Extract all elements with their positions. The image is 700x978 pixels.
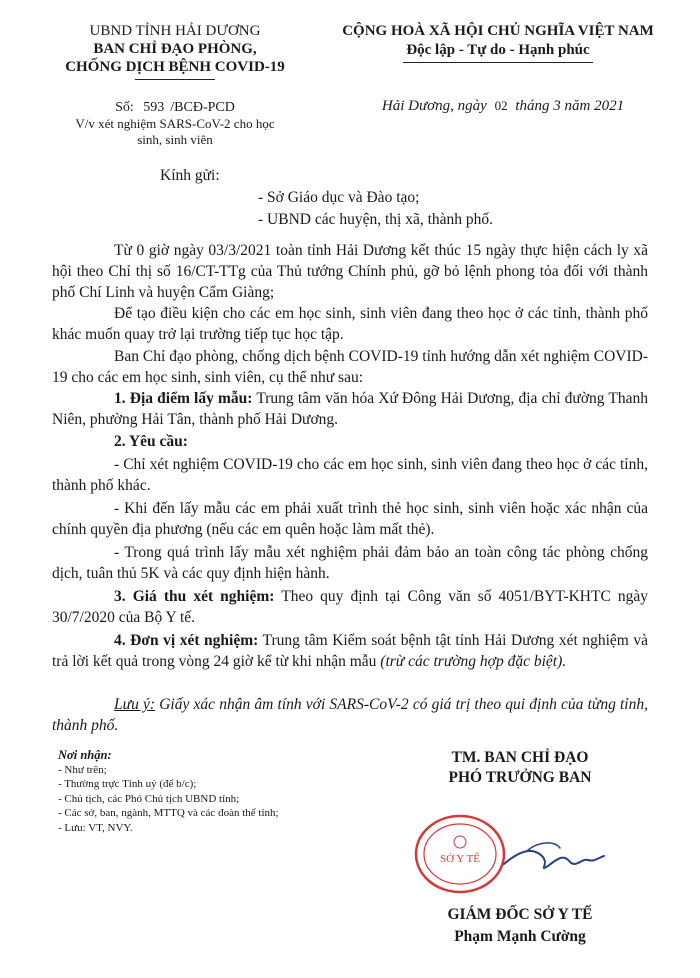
signatory-name-block bbox=[380, 904, 660, 948]
signatory-title: TM. BAN CHỈ ĐẠO PHÓ TRƯỞNG BAN bbox=[448, 749, 592, 786]
section-lab-label: 4. Đơn vị xét nghiệm: bbox=[114, 632, 259, 649]
distribution-item: - Chủ tịch, các Phó Chủ tịch UBND tỉnh; bbox=[58, 792, 240, 805]
recipient-1: - Sở Giáo dục và Đào tạo; bbox=[258, 189, 420, 206]
recipient-2: - UBND các huyện, thị xã, thành phố. bbox=[258, 211, 494, 228]
national-motto: Độc lập - Tự do - Hạnh phúc bbox=[406, 42, 590, 58]
requirement-3: - Trong quá trình lấy mẫu xét nghiệm phải đảm bảo an toàn công tác phòng chống dịch, tuân thủ 5K và các quy định hiện hành. bbox=[52, 544, 648, 582]
section-lab: 4. Đơn vị xét nghiệm: Trung tâm Kiểm soát bệnh tật tỉnh Hải Dương xét nghiệm và trả lời kết quả trong vòng 24 giờ kể từ khi nhận mẫu (trừ các trường hợp đặc biệt). bbox=[52, 632, 648, 670]
note-label: Lưu ý: bbox=[114, 696, 156, 713]
distribution-item: - Các sở, ban, ngành, MTTQ và các đoàn thể tỉnh; bbox=[58, 807, 279, 819]
section-location-label: 1. Địa điểm lấy mẫu: bbox=[114, 390, 253, 407]
section-requirements-label: 2. Yêu cầu: bbox=[114, 433, 188, 450]
paragraph-context: Từ 0 giờ ngày 03/3/2021 toàn tỉnh Hải Dương kết thúc 15 ngày thực hiện cách ly xã hội theo Chỉ thị số 16/CT-TTg của Thủ tướng Chính phủ, gỡ bỏ lệnh phong tỏa đối với thành phố Chí Linh và huyện Cẩm Giàng; bbox=[52, 242, 648, 301]
requirement-2: - Khi đến lấy mẫu các em phải xuất trình thẻ học sinh, sinh viên hoặc xác nhận của chính quyền địa phương (nếu các em quên hoặc làm mất thẻ). bbox=[52, 500, 648, 538]
document-number: Số: 593 /BCĐ-PCD bbox=[115, 100, 235, 115]
requirement-1: - Chỉ xét nghiệm COVID-19 cho các em học sinh, sinh viên đang theo học ở các tỉnh, thành phố khác. bbox=[52, 456, 648, 494]
header-left-rule bbox=[135, 79, 215, 80]
section-fee: 3. Giá thu xét nghiệm: Theo quy định tại Công văn số 4051/BYT-KHTC ngày 30/7/2020 của Bộ Y tế. bbox=[52, 588, 648, 626]
section-location: 1. Địa điểm lấy mẫu: Trung tâm văn hóa Xứ Đông Hải Dương, địa chỉ đường Thanh Niên, phường Hải Tân, thành phố Hải Dương. bbox=[52, 390, 648, 428]
signatory-name: Phạm Mạnh Cường bbox=[454, 928, 586, 945]
document-number-block bbox=[40, 100, 310, 148]
subject-line2: sinh, sinh viên bbox=[137, 132, 213, 147]
paragraph-intro: Ban Chỉ đạo phòng, chống dịch bệnh COVID-19 tỉnh hướng dẫn xét nghiệm COVID-19 cho các em học sinh, sinh viên, cụ thể như sau: bbox=[52, 348, 648, 386]
signatory-position: GIÁM ĐỐC SỞ Y TẾ bbox=[447, 906, 593, 923]
header-right-rule bbox=[403, 62, 593, 63]
official-seal-icon bbox=[412, 812, 508, 896]
paragraph-purpose: Để tạo điều kiện cho các em học sinh, sinh viên đang theo học ở các tỉnh, thành phố khác muốn quay trở lại trường tiếp tục học tập. bbox=[52, 305, 648, 343]
national-header bbox=[308, 22, 688, 63]
province-committee: UBND TỈNH HẢI DƯƠNG bbox=[89, 23, 261, 39]
greeting: Kính gửi: bbox=[160, 167, 220, 184]
subject-line1: V/v xét nghiệm SARS-CoV-2 cho học bbox=[75, 116, 275, 131]
distribution-list bbox=[58, 748, 279, 835]
nation-name: CỘNG HOÀ XÃ HỘI CHỦ NGHĨA VIỆT NAM bbox=[342, 23, 654, 39]
issue-date: Hải Dương, ngày 02 tháng 3 năm 2021 bbox=[381, 98, 625, 114]
distribution-item: - Lưu: VT, NVY. bbox=[58, 821, 133, 834]
handwritten-signature-icon bbox=[498, 832, 608, 882]
note: Lưu ý: Giấy xác nhận âm tính với SARS-CoV-2 có giá trị theo qui định của từng tỉnh, thành phố. bbox=[52, 696, 648, 734]
seal-text: SỞ Y TẾ bbox=[440, 853, 480, 865]
distribution-title: Nơi nhận: bbox=[58, 748, 112, 762]
distribution-item: - Như trên; bbox=[58, 763, 107, 776]
steering-committee-line1: BAN CHỈ ĐẠO PHÒNG, bbox=[93, 41, 257, 57]
steering-committee-line2: CHỐNG DỊCH BỆNH COVID-19 bbox=[65, 59, 285, 75]
section-fee-label: 3. Giá thu xét nghiệm: bbox=[114, 588, 275, 605]
issuing-authority bbox=[40, 22, 310, 80]
distribution-item: - Thường trực Tỉnh uỷ (để b/c); bbox=[58, 778, 197, 790]
